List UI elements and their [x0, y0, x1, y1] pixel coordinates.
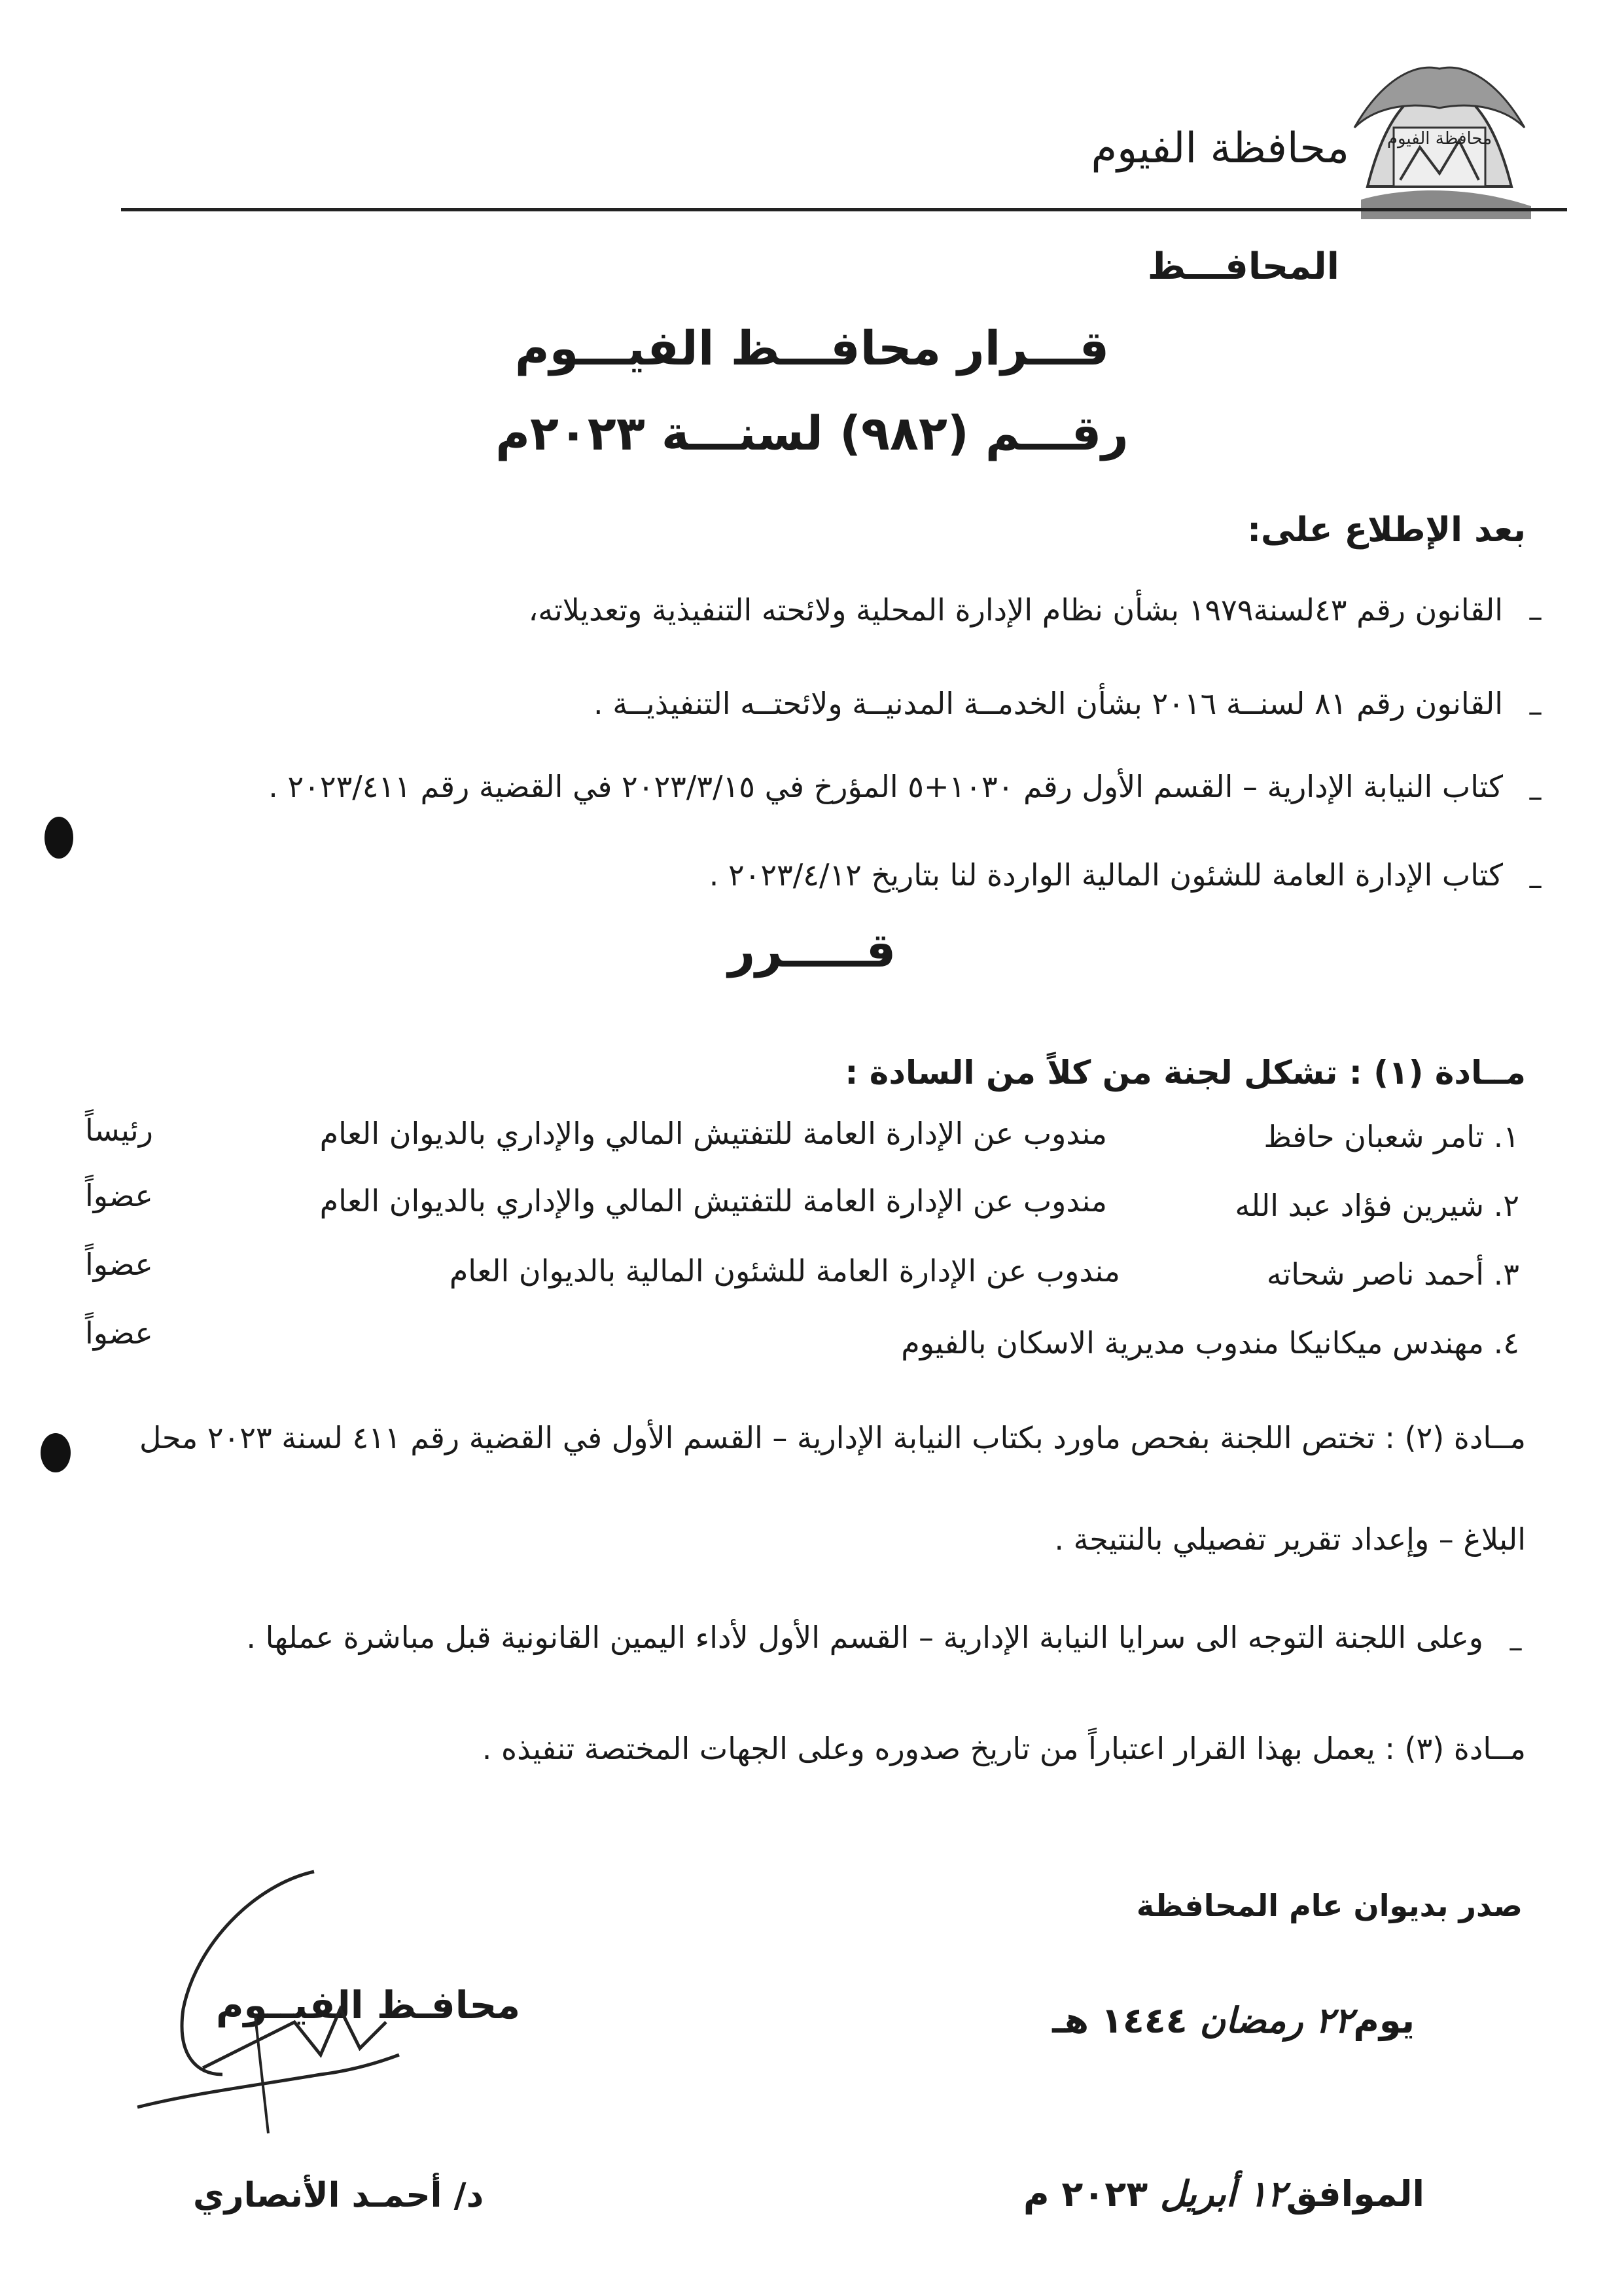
member-4-name: ٤. مهندس ميكانيكا مندوب مديرية الاسكان بالفيوم: [901, 1325, 1519, 1361]
article-1-heading: مــادة (١) : تشكل لجنة من كلاً من السادة :: [845, 1054, 1526, 1092]
bullet-dash: –: [1508, 1629, 1523, 1665]
member-2-position: عضواً: [85, 1178, 153, 1213]
member-4-position: عضواً: [85, 1315, 153, 1351]
handwritten-signature: [124, 1859, 465, 2146]
bullet-dash: –: [1528, 599, 1543, 634]
decree-number: رقـــم (٩٨٢) لسنـــة ٢٠٢٣م: [495, 406, 1129, 461]
member-2-role: مندوب عن الإدارة العامة للتفتيش المالي والإداري بالديوان العام: [319, 1183, 1107, 1219]
issued-place: صدر بديوان عام المحافظة: [1136, 1888, 1523, 1923]
bullet-dash: –: [1528, 779, 1543, 814]
preamble-item: القانون رقم ٤٣لسنة١٩٧٩ بشأن نظام الإدارة المحلية ولائحته التنفيذية وتعديلاته،: [528, 592, 1503, 628]
bullet-dash: –: [1528, 867, 1543, 902]
member-1-role: مندوب عن الإدارة العامة للتفتيش المالي والإداري بالديوان العام: [319, 1116, 1107, 1151]
bullet-dash: –: [1528, 694, 1543, 729]
scan-mark: [44, 817, 73, 859]
article-2-line-3: وعلى اللجنة التوجه الى سرايا النيابة الإدارية – القسم الأول لأداء اليمين القانونية قبل مباشرة عملها .: [246, 1620, 1483, 1655]
member-1-position: رئيساً: [85, 1112, 153, 1148]
office-label: المحافـــظ: [1147, 245, 1339, 288]
preamble-item: القانون رقم ٨١ لسنــة ٢٠١٦ بشأن الخدمــة المدنيــة ولائحتــه التنفيذيــة .: [593, 686, 1503, 721]
article-3: مــادة (٣) : يعمل بهذا القرار اعتباراً من تاريخ صدوره وعلى الجهات المختصة تنفيذه .: [482, 1731, 1526, 1766]
preamble-item: كتاب النيابة الإدارية – القسم الأول رقم ١٠٣٠+٥ المؤرخ في ٢٠٢٣/٣/١٥ في القضية رقم ٢٠٢٣/٤١١ .: [268, 769, 1503, 804]
article-2-line-1: مــادة (٢) : تختص اللجنة بفحص ماورد بكتاب النيابة الإدارية – القسم الأول في القضية رقم ٤١١ لسنة ٢٠٢٣ محل: [139, 1420, 1526, 1455]
gregorian-date: الموافق١٢ أبريل ٢٠٢٣ م: [1023, 2173, 1424, 2215]
member-3-position: عضواً: [85, 1247, 153, 1282]
governorate-name: محافظة الفيوم: [1091, 124, 1349, 173]
preamble-item: كتاب الإدارة العامة للشئون المالية الواردة لنا بتاريخ ٢٠٢٣/٤/١٢ .: [709, 857, 1503, 893]
preamble-heading: بعد الإطلاع على:: [1247, 510, 1526, 550]
article-2-line-2: البلاغ – وإعداد تقرير تفصيلي بالنتيجة .: [1054, 1521, 1526, 1557]
member-3-name: ٣. أحمد ناصر شحاته: [1266, 1256, 1519, 1292]
signatory-title: محافـظ الفيــوم: [216, 1983, 521, 2027]
decree-title: قـــرار محافـــظ الفيـــوم: [514, 321, 1110, 376]
hijri-date: يوم٢٢ رمضان ١٤٤٤ هـ: [1052, 1999, 1415, 2041]
svg-text:محافظة الفيوم: محافظة الفيوم: [1386, 129, 1492, 149]
scan-mark: [41, 1433, 71, 1472]
member-2-name: ٢. شيرين فؤاد عبد الله: [1235, 1188, 1519, 1223]
header-rule: [121, 208, 1567, 211]
decision-heading: قـــــرر: [728, 923, 896, 978]
member-1-name: ١. تامر شعبان حافظ: [1263, 1119, 1519, 1154]
governorate-emblem-icon: [1341, 56, 1538, 219]
member-3-role: مندوب عن الإدارة العامة للشئون المالية بالديوان العام: [449, 1253, 1120, 1289]
signatory-name: د/ أحمـد الأنصاري: [193, 2176, 484, 2215]
